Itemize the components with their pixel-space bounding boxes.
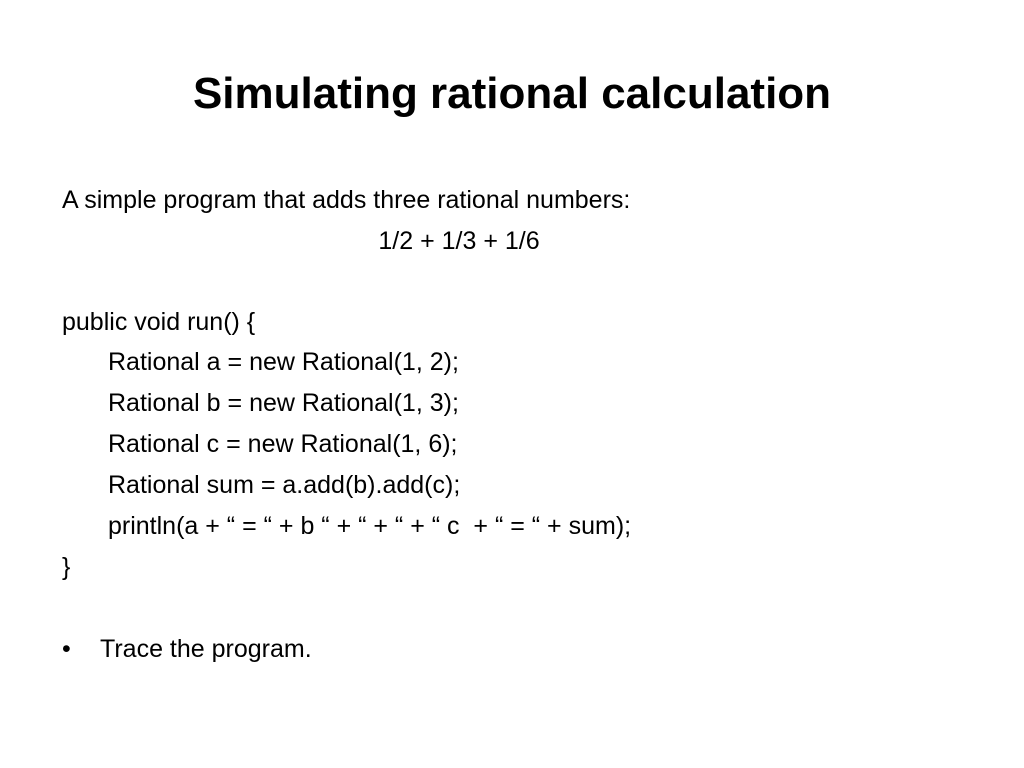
bullet-marker: • — [62, 635, 71, 663]
code-line-open: public void run() { — [62, 308, 256, 336]
bullet-text: Trace the program. — [100, 635, 312, 663]
code-line-close: } — [62, 553, 71, 581]
expression-text: 1/2 + 1/3 + 1/6 — [378, 227, 540, 255]
bullet-item — [62, 633, 312, 665]
slide-title: Simulating rational calculation — [192, 69, 832, 118]
code-line: Rational c = new Rational(1, 6); — [108, 430, 458, 458]
code-line: println(a + “ = “ + b “ + “ + “ + “ c + “ = “ + sum); — [108, 512, 632, 540]
code-line: Rational a = new Rational(1, 2); — [108, 348, 459, 376]
intro-text: A simple program that adds three rational numbers: — [62, 186, 631, 214]
code-line: Rational b = new Rational(1, 3); — [108, 389, 459, 417]
code-line: Rational sum = a.add(b).add(c); — [108, 471, 461, 499]
